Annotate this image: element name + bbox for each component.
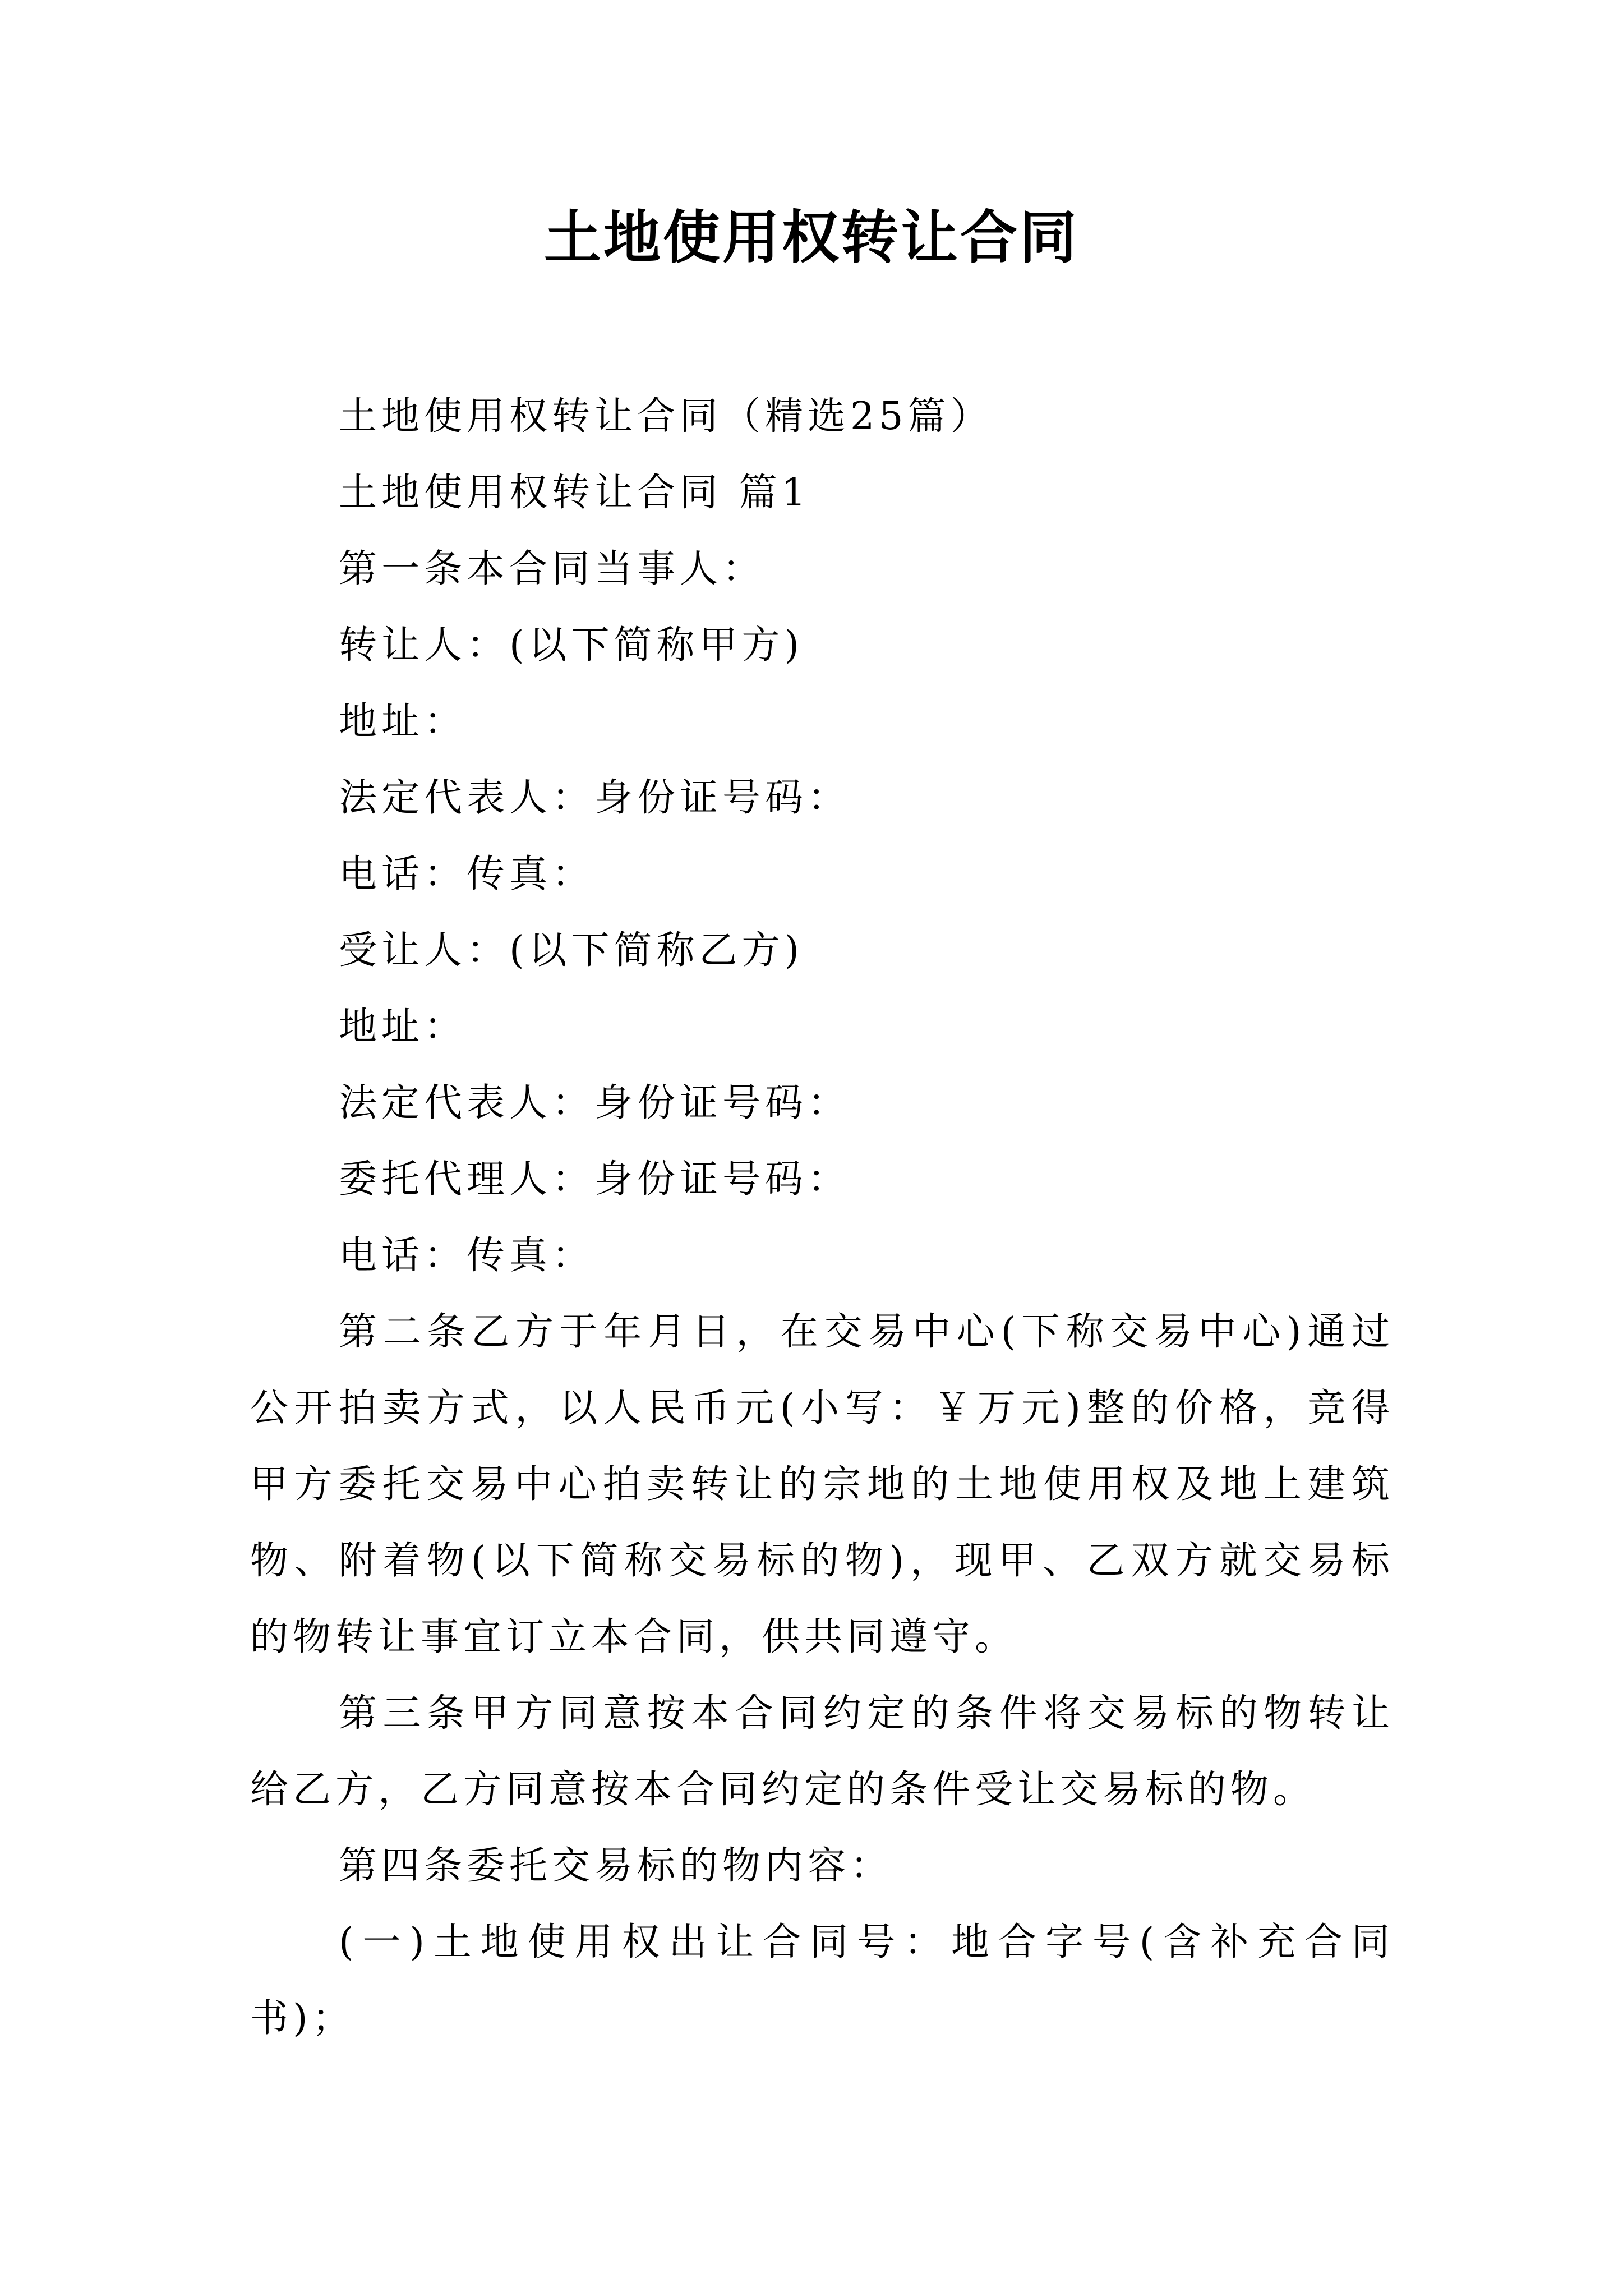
paragraph: (一)土地使用权出让合同号：地合字号(含补充合同书)； — [250, 1920, 1394, 2041]
paragraph: 地址： — [339, 1005, 467, 1049]
paragraph: 第一条本合同当事人： — [339, 547, 766, 591]
document-title: 土地使用权转让合同 — [544, 205, 1079, 272]
paragraph: 第四条委托交易标的物内容： — [339, 1844, 893, 1888]
paragraph: 受让人：(以下简称乙方) — [339, 928, 804, 973]
paragraph: 土地使用权转让合同 篇1 — [339, 471, 810, 515]
paragraph: 电话：传真： — [339, 1234, 595, 1278]
paragraph: 转让人：(以下简称甲方) — [339, 623, 804, 668]
paragraph: 第三条甲方同意按本合同约定的条件将交易标的物转让给乙方，乙方同意按本合同约定的条件受让交易标的物。 — [250, 1691, 1394, 1812]
paragraph: 地址： — [339, 700, 467, 744]
paragraph: 土地使用权转让合同（精选25篇） — [339, 394, 993, 439]
paragraph: 第二条乙方于年月日，在交易中心(下称交易中心)通过公开拍卖方式，以人民币元(小写：￥万元)整的价格，竞得甲方委托交易中心拍卖转让的宗地的土地使用权及地上建筑物、附着物(以下简称交易标的物)，现甲、乙双方就交易标的物转让事宜订立本合同，供共同遵守。 — [250, 1310, 1394, 1659]
paragraph: 电话：传真： — [339, 852, 595, 896]
paragraph: 法定代表人：身份证号码： — [339, 1081, 851, 1125]
paragraph: 委托代理人：身份证号码： — [339, 1157, 851, 1202]
paragraph: 法定代表人：身份证号码： — [339, 776, 851, 820]
document-body — [250, 379, 1394, 2057]
